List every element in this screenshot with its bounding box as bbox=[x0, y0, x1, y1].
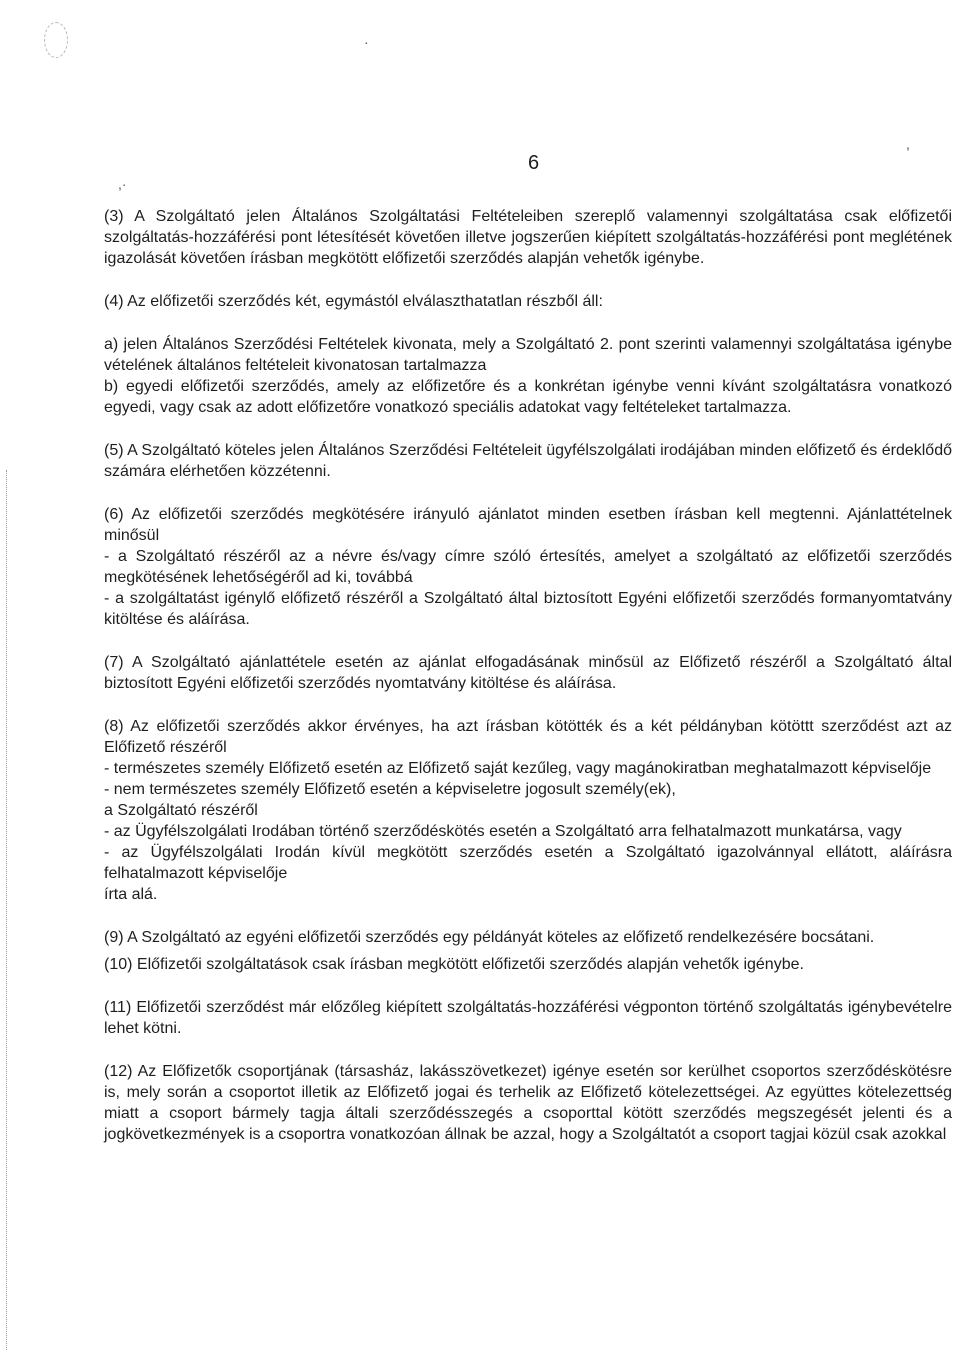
paragraph-8-item-4: - az Ügyfélszolgálati Irodán kívül megkötött szerződés esetén a Szolgáltató igazolvánnyal ellátott, aláírásra felhatalmazott képviselője bbox=[104, 844, 952, 882]
paragraph-4-item-b: b) egyedi előfizetői szerződés, amely az előfizetőre és a konkrétan igénybe venni kívánt szolgáltatásra vonatkozó egyedi, vagy csak az adott előfizetőre vonatkozó speciális adatokat vagy feltételeket tartalmazza. bbox=[104, 378, 952, 416]
paragraph-12: (12) Az Előfizetők csoportjának (társasház, lakásszövetkezet) igénye esetén sor kerülhet csoportos szerződéskötésre is, mely során a csoportot illetik az Előfizető jogai és terhelik az Előfizető kötelezettségei. Az együttes kötelezettség miatt a csoport bármely tagja általi szerződésszegés a csoporttal kötött szerződés megszegését jelenti és a jogkövetkezmények is a csoportra vonatkozóan állnak be azzal, hogy a Szolgáltatót a csoport tagjai közül csak azokkal bbox=[104, 1063, 952, 1143]
paragraph-5: (5) A Szolgáltató köteles jelen Általános Szerződési Feltételeit ügyfélszolgálati irodájában minden előfizető és érdeklődő számára elérhetően közzétenni. bbox=[104, 442, 952, 480]
paragraph-8-item-3: - az Ügyfélszolgálati Irodában történő szerződéskötés esetén a Szolgáltató arra felhatalmazott munkatársa, vagy bbox=[104, 823, 902, 840]
scan-ring-mark bbox=[44, 22, 68, 58]
page-number: 6 bbox=[528, 152, 540, 174]
paragraph-6: (6) Az előfizetői szerződés megkötésére irányuló ajánlatot minden esetben írásban kell megtenni. Ajánlattételnek minősül bbox=[104, 506, 952, 544]
document-body bbox=[104, 206, 952, 1145]
scan-edge-line bbox=[6, 470, 8, 1350]
paragraph-8-subheading: a Szolgáltató részéről bbox=[104, 802, 258, 819]
paragraph-6-item-2: - a szolgáltatást igénylő előfizető részéről a Szolgáltató által biztosított Egyéni előfizetői szerződés formanyomtatvány kitöltése és aláírása. bbox=[104, 590, 952, 628]
paragraph-8-closing: írta alá. bbox=[104, 886, 158, 903]
scan-speck: ,· bbox=[118, 176, 127, 192]
paragraph-8: (8) Az előfizetői szerződés akkor érvényes, ha azt írásban kötötték és a két példányban kötöttt szerződést azt az Előfizető részéről bbox=[104, 718, 952, 756]
paragraph-4-item-a: a) jelen Általános Szerződési Feltételek kivonata, mely a Szolgáltató 2. pont szerinti valamennyi szolgáltatása igénybe vételének általános feltételeit kivonatosan tartalmazza bbox=[104, 336, 952, 374]
paragraph-8-item-2: - nem természetes személy Előfizető esetén a képviseletre jogosult személy(ek), bbox=[104, 781, 676, 798]
paragraph-4: (4) Az előfizetői szerződés két, egymástól elválaszthatatlan részből áll: bbox=[104, 293, 603, 310]
paragraph-11: (11) Előfizetői szerződést már előzőleg kiépített szolgáltatás-hozzáférési végponton történő szolgáltatás igénybevételre lehet kötni. bbox=[104, 999, 952, 1037]
paragraph-8-item-1: - természetes személy Előfizető esetén az Előfizető saját kezűleg, vagy magánokiratban meghatalmazott képviselője bbox=[104, 760, 932, 777]
paragraph-9: (9) A Szolgáltató az egyéni előfizetői szerződés egy példányát köteles az előfizető rendelkezésére bocsátani. bbox=[104, 929, 875, 946]
paragraph-3: (3) A Szolgáltató jelen Általános Szolgáltatási Feltételeiben szereplő valamennyi szolgáltatása csak előfizetői szolgáltatás-hozzáférési pont létesítését követően illetve jogszerűen kiépített szolgáltatás-hozzáférési pont meglétének igazolását követően írásban megkötött előfizetői szerződés alapján vehetők igénybe. bbox=[104, 208, 952, 267]
paragraph-6-item-1: - a Szolgáltató részéről az a névre és/vagy címre szóló értesítés, amelyet a szolgáltató az előfizetői szerződés megkötésének lehetőségéről ad ki, továbbá bbox=[104, 548, 952, 586]
paragraph-10: (10) Előfizetői szolgáltatások csak írásban megkötött előfizetői szerződés alapján vehetők igénybe. bbox=[104, 956, 804, 973]
paragraph-7: (7) A Szolgáltató ajánlattétele esetén az ajánlat elfogadásának minősül az Előfizető részéről a Szolgáltató által biztosított Egyéni előfizetői szerződés nyomtatvány kitöltése és aláírása. bbox=[104, 654, 952, 692]
scan-speck: · bbox=[364, 34, 369, 50]
scan-speck: , bbox=[906, 136, 910, 152]
